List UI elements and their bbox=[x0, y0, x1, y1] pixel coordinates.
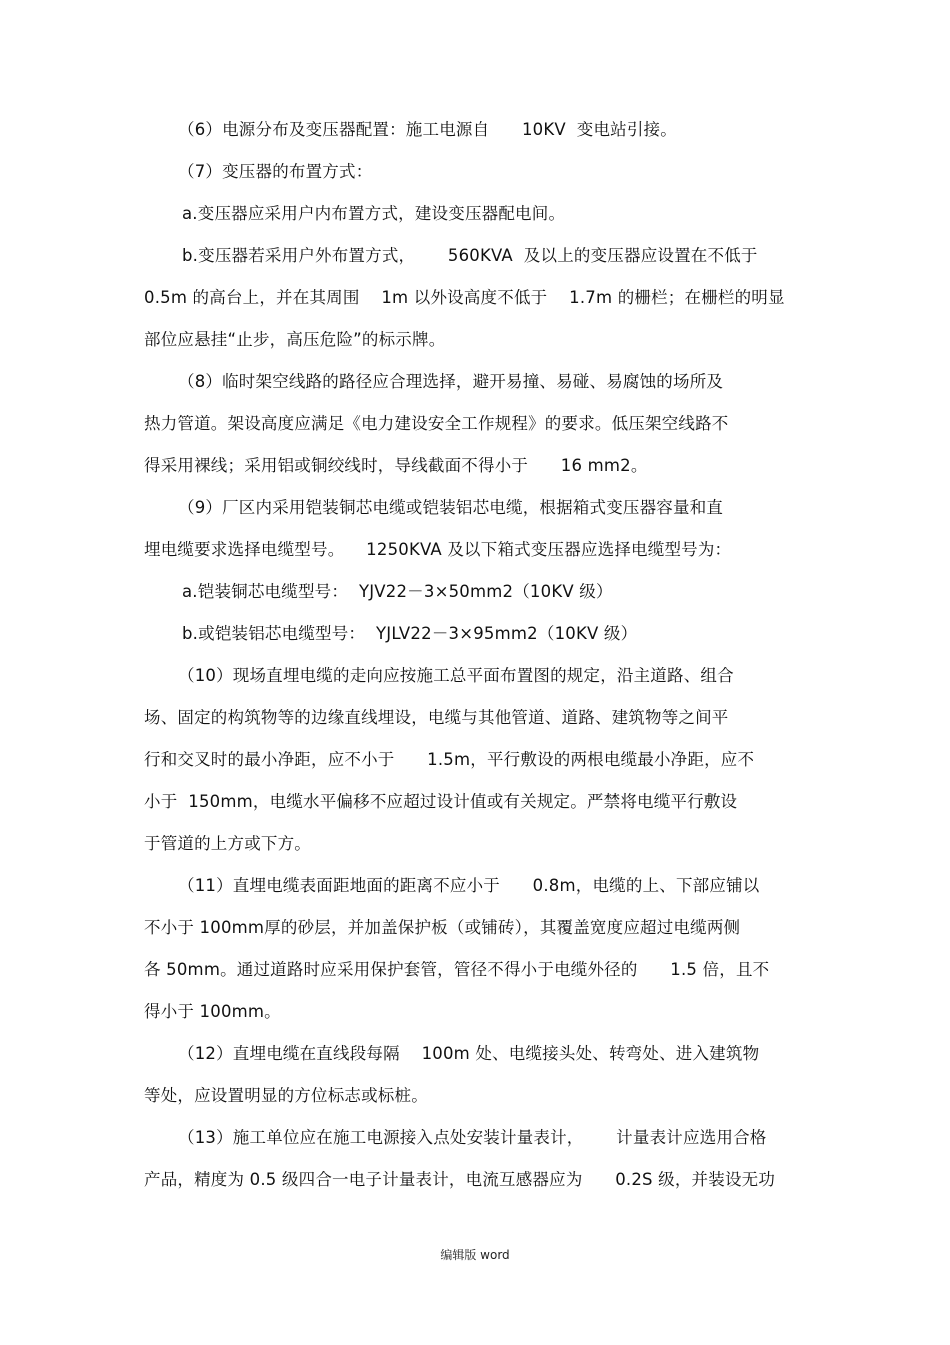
paragraph-11-line-1: （11）直埋电缆表面距地面的距离不应小于 0.8m，电缆的上、下部应铺以 bbox=[178, 876, 760, 895]
cable-model-b: b.或铠装铝芯电缆型号： YJLV22－3×95mm2（10KV 级） bbox=[182, 624, 638, 643]
paragraph-8-line-3: 得采用裸线；采用铝或铜绞线时，导线截面不得小于 16 mm2。 bbox=[144, 456, 648, 475]
item-b-line-3: 部位应悬挂“止步，高压危险”的标示牌。 bbox=[144, 330, 446, 349]
paragraph-6-line-1: （6）电源分布及变压器配置：施工电源自 10KV 变电站引接。 bbox=[178, 120, 677, 139]
paragraph-11-line-3: 各 50mm。通过道路时应采用保护套管，管径不得小于电缆外径的 1.5 倍，且不 bbox=[144, 960, 770, 979]
item-b-line-2: 0.5m 的高台上，并在其周围 1m 以外设高度不低于 1.7m 的栅栏；在栅栏的明显 bbox=[144, 288, 785, 307]
item-a-line: a.变压器应采用户内布置方式，建设变压器配电间。 bbox=[182, 204, 566, 223]
paragraph-13-line-1: （13）施工单位应在施工电源接入点处安装计量表计， 计量表计应选用合格 bbox=[178, 1128, 767, 1147]
paragraph-10-line-3: 行和交叉时的最小净距，应不小于 1.5m，平行敷设的两根电缆最小净距，应不 bbox=[144, 750, 755, 769]
page-footer: 编辑版 word bbox=[440, 1248, 510, 1262]
paragraph-13-line-2: 产品，精度为 0.5 级四合一电子计量表计，电流互感器应为 0.2S 级，并装设无功 bbox=[144, 1170, 776, 1189]
paragraph-7-line-1: （7）变压器的布置方式： bbox=[178, 162, 373, 181]
paragraph-11-line-4: 得小于 100mm。 bbox=[144, 1002, 281, 1021]
paragraph-9-line-2: 埋电缆要求选择电缆型号。 1250KVA 及以下箱式变压器应选择电缆型号为： bbox=[144, 540, 732, 559]
paragraph-10-line-2: 场、固定的构筑物等的边缘直线埋设，电缆与其他管道、道路、建筑物等之间平 bbox=[144, 708, 729, 727]
paragraph-10-line-5: 于管道的上方或下方。 bbox=[144, 834, 311, 853]
paragraph-10-line-1: （10）现场直埋电缆的走向应按施工总平面布置图的规定，沿主道路、组合 bbox=[178, 666, 734, 685]
paragraph-9-line-1: （9）厂区内采用铠装铜芯电缆或铠装铝芯电缆，根据箱式变压器容量和直 bbox=[178, 498, 724, 517]
paragraph-12-line-2: 等处，应设置明显的方位标志或标桩。 bbox=[144, 1086, 428, 1105]
paragraph-8-line-2: 热力管道。架设高度应满足《电力建设安全工作规程》的要求。低压架空线路不 bbox=[144, 414, 729, 433]
item-b-line-1: b.变压器若采用户外布置方式， 560KVA 及以上的变压器应设置在不低于 bbox=[182, 246, 758, 265]
paragraph-8-line-1: （8）临时架空线路的路径应合理选择，避开易撞、易碰、易腐蚀的场所及 bbox=[178, 372, 724, 391]
paragraph-12-line-1: （12）直埋电缆在直线段每隔 100m 处、电缆接头处、转弯处、进入建筑物 bbox=[178, 1044, 760, 1063]
cable-model-a: a.铠装铜芯电缆型号： YJV22－3×50mm2（10KV 级） bbox=[182, 582, 613, 601]
paragraph-11-line-2: 不小于 100mm厚的砂层，并加盖保护板（或铺砖），其覆盖宽度应超过电缆两侧 bbox=[144, 918, 741, 937]
paragraph-10-line-4: 小于 150mm，电缆水平偏移不应超过设计值或有关规定。严禁将电缆平行敷设 bbox=[144, 792, 738, 811]
